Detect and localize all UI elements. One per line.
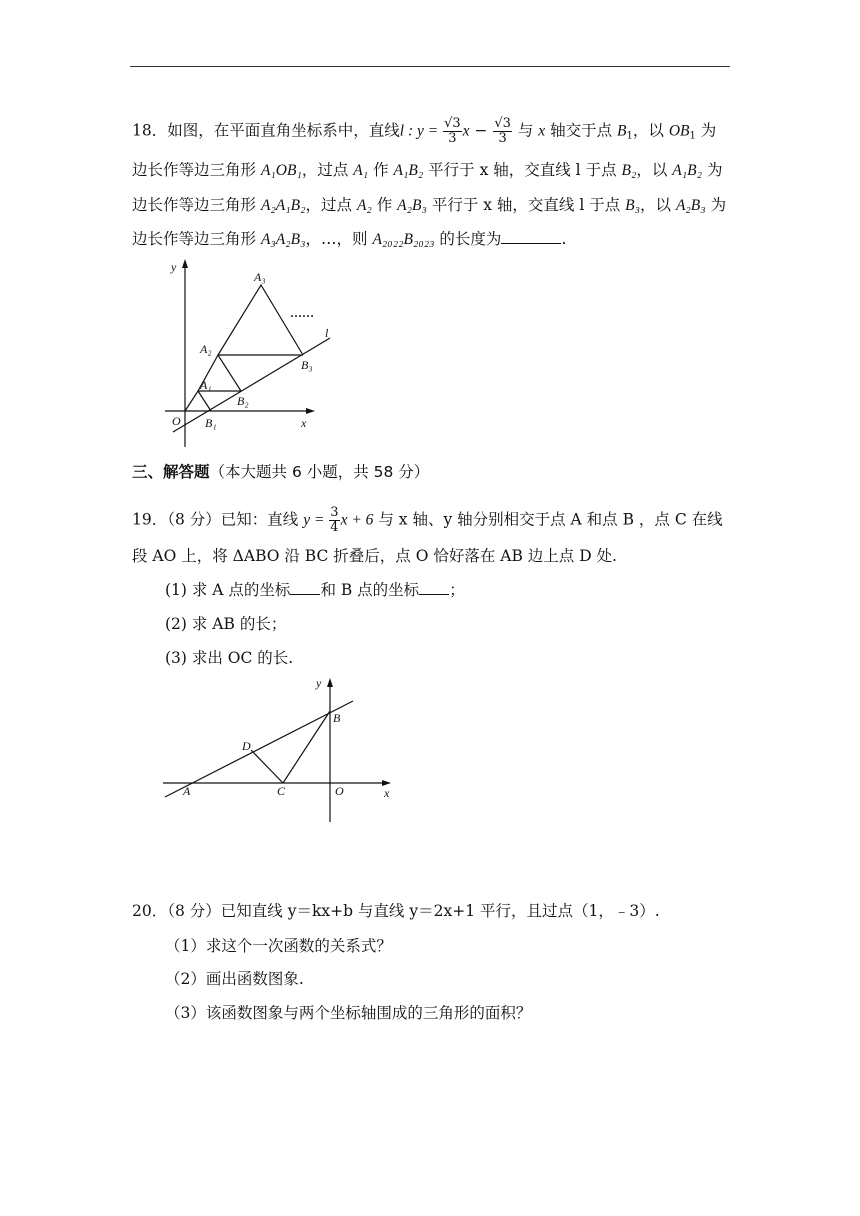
q20-part-1: （1）求这个一次函数的关系式？: [165, 937, 392, 955]
fraction-sqrt3-over-3-b: $\frac{√3}{3}$: [494, 116, 511, 146]
y-axis-arrow: [182, 259, 188, 268]
fraction-sqrt3-over-3: $\frac{√3}{3}$: [444, 116, 461, 146]
header-rule: [130, 66, 730, 67]
fraction-3-over-4: $\frac{3}{4}$: [330, 505, 339, 535]
label-d: D: [242, 739, 251, 753]
figure-19: [155, 672, 405, 827]
label-a3: A₃: [254, 270, 266, 284]
figure-18: [155, 255, 345, 455]
label-c: C: [277, 784, 286, 798]
segment-bc: [283, 711, 330, 783]
q20-part-3: （3）该函数图象与两个坐标轴围成的三角形的面积？: [165, 1004, 532, 1022]
label-b1: B₁: [205, 416, 217, 430]
label-l: l: [325, 326, 329, 340]
q19-line-1: 19．（8 分）已知：直线 y = $\frac{3}{4}$ x + 6 与 x 轴、y 轴分别相交于点 A 和点 B ，点 C 在线: [132, 505, 723, 535]
q20-line-1: 20．（8 分）已知直线 y＝kx+b 与直线 y＝2x+1 平行，且过点（1，﹣3）.: [132, 902, 660, 920]
segment-dc: [251, 750, 283, 783]
q20-part-2: （2）画出函数图象.: [165, 970, 304, 988]
q18-line-3: 边长作等边三角形 A₂A₁B₂，过点 A₂ 作 A₂B₃ 平行于 x 轴，交直线 l 于点 B₃，以 A₂B₃ 为: [132, 196, 727, 214]
label-b2: B₂: [237, 394, 249, 408]
label-y: y: [316, 676, 322, 690]
section-title: 三、解答题: [132, 463, 210, 481]
label-x: x: [301, 416, 307, 430]
label-b3: B₃: [301, 358, 313, 372]
answer-blank-b: [419, 594, 449, 595]
label-x: x: [384, 786, 390, 800]
section-note: （本大题共 6 小题，共 58 分）: [209, 463, 430, 481]
x-axis-arrow: [306, 408, 315, 414]
line-l: [173, 338, 330, 432]
y-axis-arrow: [327, 678, 333, 687]
triangle-a1ob1: [185, 391, 211, 411]
label-o: O: [335, 784, 344, 798]
label-o: O: [172, 414, 181, 428]
q19-part-2: (2) 求 AB 的长；: [165, 615, 287, 633]
answer-blank: [501, 243, 561, 244]
q18-line-4: 边长作等边三角形 A₃A₂B₃，…，则 A₂₀₂₂B₂₀₂₃ 的长度为 .: [132, 230, 567, 248]
answer-blank-a: [290, 594, 320, 595]
q18-line-2: 边长作等边三角形 A₁OB₁，过点 A₁ 作 A₁B₂ 平行于 x 轴，交直线 l 于点 B₂，以 A₁B₂ 为: [132, 161, 723, 179]
label-dots: ……: [290, 306, 314, 320]
q18-line-1: 18．如图，在平面直角坐标系中，直线l : y = $\frac{√3}{3}$ x − $\frac{√3}{3}$ 与 x 轴交于点 $B_1$，以 $OB_1$ 为: [132, 116, 717, 146]
q19-part-3: (3) 求出 OC 的长.: [165, 649, 294, 667]
section-3-heading: [132, 462, 429, 482]
label-a2: A₂: [200, 342, 212, 356]
label-y: y: [171, 260, 177, 274]
q19-part-1: (1) 求 A 点的坐标 和 B 点的坐标 ；: [165, 581, 465, 599]
triangle-a3a2b3: [218, 285, 303, 355]
q18-number: 18．: [132, 121, 168, 140]
q19-line-2: 段 AO 上，将 ΔABO 沿 BC 折叠后，点 O 恰好落在 AB 边上点 D 处.: [132, 547, 617, 565]
label-a: A: [183, 784, 191, 798]
label-b: B: [333, 711, 341, 725]
label-a1: A₁: [200, 378, 212, 392]
